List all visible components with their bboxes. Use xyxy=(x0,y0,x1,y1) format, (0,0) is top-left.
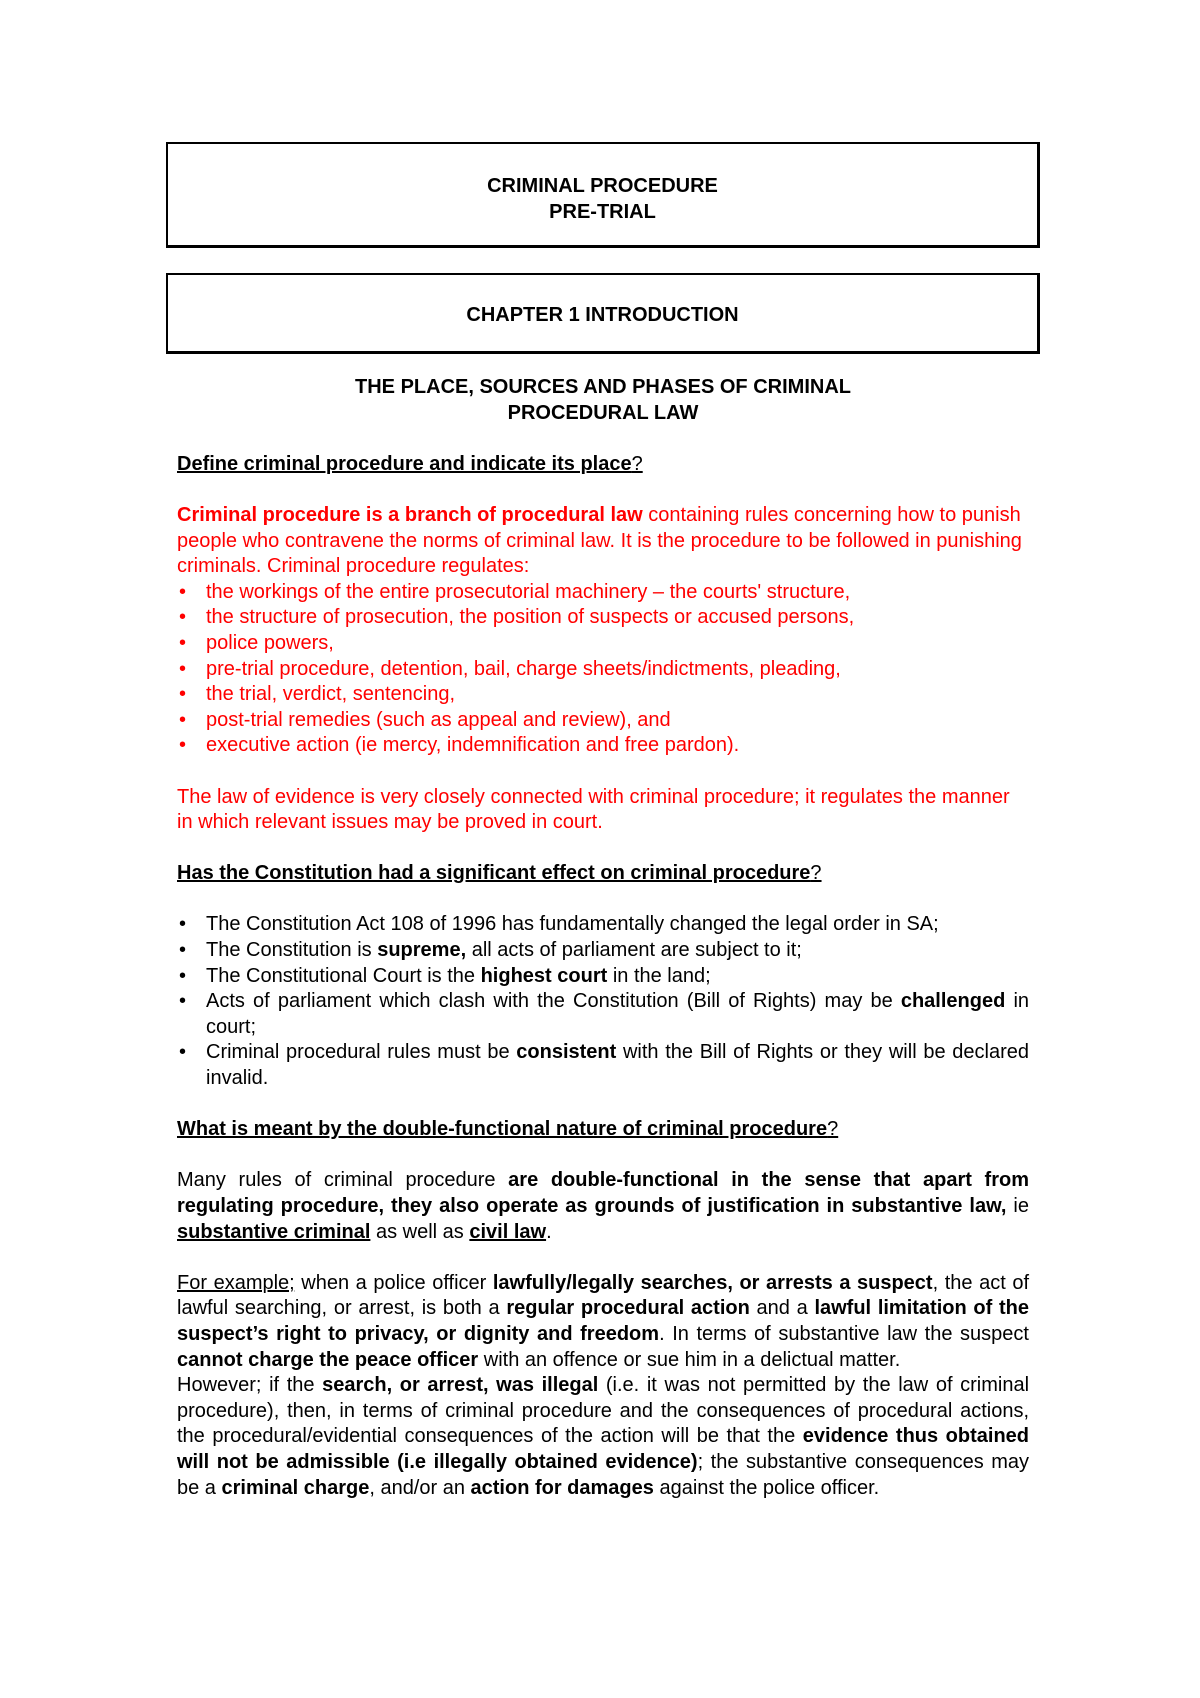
illegal-search-paragraph: However; if the search, or arrest, was illegal (i.e. it was not permitted by the law of criminal procedure), then, in terms of criminal procedure and the consequences of procedural actions, the procedural/evidential consequences of the action will be that the evidence thus obtained will not be admissible (i.e illegally obtained evidence); the substantive consequences may be a criminal charge, and/or an action for damages against the police officer. xyxy=(177,1374,1030,1499)
bullet-icon: • xyxy=(179,683,187,706)
bullet-icon: • xyxy=(179,913,187,936)
list-item: • the structure of prosecution, the position of suspects or accused persons, xyxy=(177,605,1029,631)
bullet-icon: • xyxy=(179,606,187,629)
bullet-icon: • xyxy=(179,657,187,680)
list-item: • Criminal procedural rules must be consistent with the Bill of Rights or they will be declared invalid. xyxy=(179,1041,1029,1090)
bullet-icon: • xyxy=(179,734,187,757)
bullet-icon: • xyxy=(179,939,187,962)
list-item: • Acts of parliament which clash with the Constitution (Bill of Rights) may be challenged in court; xyxy=(179,990,1030,1038)
chapter-box xyxy=(166,273,1040,354)
question-heading: Define criminal procedure and indicate its place? xyxy=(177,452,643,475)
list-item: • the workings of the entire prosecutorial machinery – the courts' structure, xyxy=(177,580,1029,606)
bullet-icon: • xyxy=(179,708,187,731)
document-title: CRIMINAL PROCEDURE xyxy=(487,175,718,197)
question-heading: Has the Constitution had a significant effect on criminal procedure? xyxy=(177,862,822,885)
list-item: • The Constitution Act 108 of 1996 has fundamentally changed the legal order in SA; xyxy=(177,912,1029,938)
list-item: • post-trial remedies (such as appeal and review), and xyxy=(177,708,1029,734)
section-title: THE PLACE, SOURCES AND PHASES OF CRIMINAL PROCEDURAL LAW xyxy=(355,376,851,424)
document-subtitle: PRE-TRIAL xyxy=(549,201,656,223)
document-body xyxy=(177,375,1029,1501)
list-item: • police powers, xyxy=(177,631,1029,657)
list-item: • The Constitutional Court is the highest court in the land; xyxy=(177,964,1029,990)
chapter-title: CHAPTER 1 INTRODUCTION xyxy=(466,304,739,326)
double-functional-paragraph: Many rules of criminal procedure are double-functional in the sense that apart from regulating procedure, they also operate as grounds of justification in substantive law, ie substantive criminal as well as civil law. xyxy=(177,1169,1029,1243)
list-item: • The Constitution is supreme, all acts of parliament are subject to it; xyxy=(177,938,1029,964)
bullet-icon: • xyxy=(179,964,187,987)
title-box xyxy=(166,142,1040,248)
list-item: • the trial, verdict, sentencing, xyxy=(177,682,1029,708)
bullet-list xyxy=(177,912,1029,1091)
bullet-list xyxy=(177,580,1029,759)
bullet-icon: • xyxy=(179,990,187,1013)
question-heading: What is meant by the double-functional nature of criminal procedure? xyxy=(177,1118,839,1141)
bullet-icon: • xyxy=(179,1041,187,1064)
bullet-icon: • xyxy=(179,580,187,603)
evidence-paragraph: The law of evidence is very closely connected with criminal procedure; it regulates the manner in which relevant issues may be proved in court. xyxy=(177,785,1010,834)
example-paragraph: For example; when a police officer lawfully/legally searches, or arrests a suspect, the act of lawful searching, or arrest, is both a regular procedural action and a lawful limitation of the suspect’s right to privacy, or dignity and freedom. In terms of substantive law the suspect cannot charge the peace officer with an offence or sue him in a delictual matter. xyxy=(177,1271,1030,1371)
bullet-icon: • xyxy=(179,631,187,654)
list-item: • executive action (ie mercy, indemnification and free pardon). xyxy=(177,733,1029,759)
definition-paragraph: Criminal procedure is a branch of procedural law containing rules concerning how to punish people who contravene the norms of criminal law. It is the procedure to be followed in punishing criminals. Criminal procedure regulates: xyxy=(177,503,1022,578)
list-item: • pre-trial procedure, detention, bail, charge sheets/indictments, pleading, xyxy=(177,657,1029,683)
